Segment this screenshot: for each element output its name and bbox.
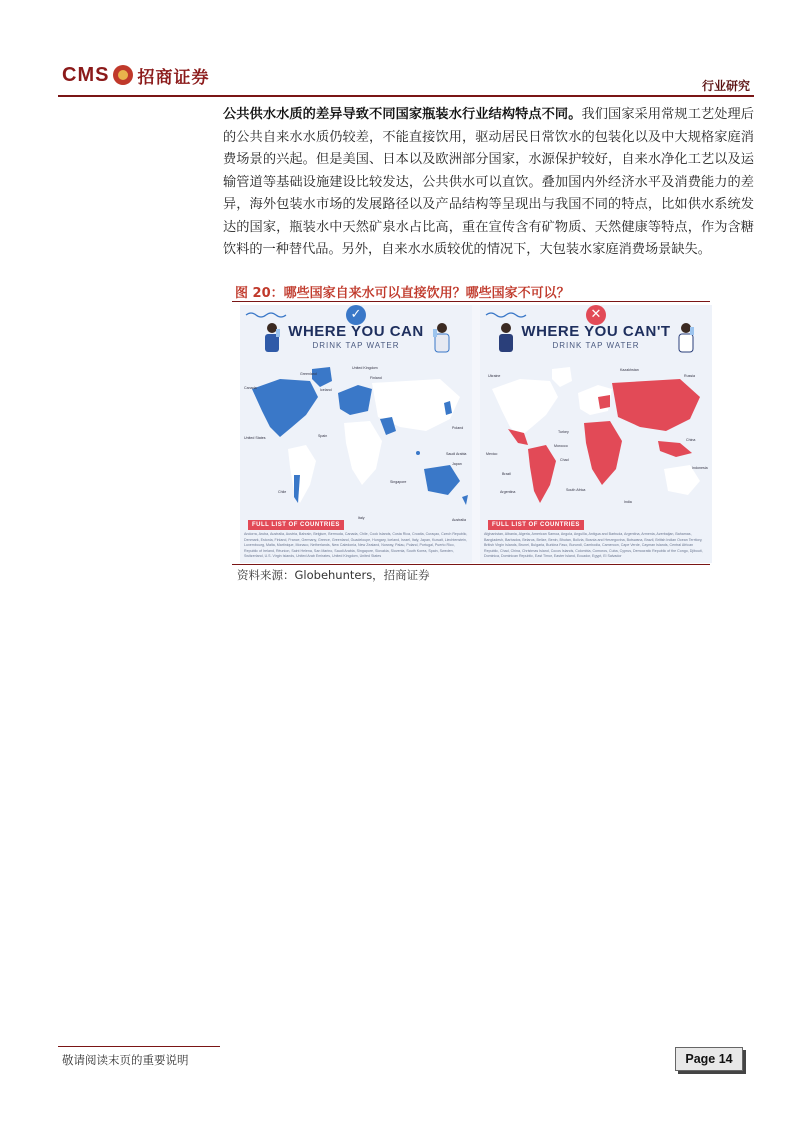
- map-country-label: United Kingdom: [352, 366, 378, 370]
- map-country-label: Canada: [244, 386, 257, 390]
- map-country-label: South Africa: [566, 488, 586, 492]
- cant-heading: WHERE YOU CAN'T: [521, 323, 671, 340]
- full-list-label: FULL LIST OF COUNTRIES: [248, 520, 344, 530]
- company-logo: [62, 60, 209, 90]
- map-country-label: Australia: [452, 518, 466, 522]
- check-icon: ✓: [346, 305, 366, 325]
- map-country-label: Spain: [318, 434, 328, 438]
- tap-water-infographic: [240, 305, 712, 563]
- map-country-label: Iceland: [320, 388, 332, 392]
- map-country-label: Turkey: [558, 430, 569, 434]
- map-country-label: India: [624, 500, 632, 504]
- footer-divider: [58, 1046, 220, 1047]
- map-country-label: Morocco: [554, 444, 568, 448]
- cant-subheading: DRINK TAP WATER: [552, 341, 640, 350]
- map-country-label: Indonesia: [692, 466, 708, 470]
- section-label: 行业研究: [701, 79, 750, 93]
- source-divider: [232, 564, 710, 565]
- header-divider: [58, 95, 754, 97]
- logo-mark-icon: [113, 65, 133, 85]
- logo-text-cn: 招商证券: [137, 67, 210, 88]
- map-country-label: Brazil: [502, 472, 511, 476]
- full-list-label: FULL LIST OF COUNTRIES: [488, 520, 584, 530]
- map-country-label: Italy: [358, 516, 365, 520]
- map-country-label: Russia: [684, 374, 695, 378]
- wave-decoration-icon: [486, 311, 526, 319]
- figure-source: 资料来源：Globehunters，招商证券: [237, 568, 430, 582]
- map-country-label: Argentina: [500, 490, 516, 494]
- map-country-label: Mexico: [486, 452, 498, 456]
- map-country-label: China: [686, 438, 696, 442]
- figure-title: 图 20：哪些国家自来水可以直接饮用？哪些国家不可以？: [235, 286, 570, 301]
- map-country-label: Ukraine: [488, 374, 501, 378]
- logo-text-en: CMS: [62, 63, 110, 86]
- cant-country-list: Afghanistan, Albania, Algeria, American Samoa, Angola, Anguilla, Antigua and Barbuda, Argentina, Armenia, Azerbaijan, Bahamas, Bangladesh, Barbados, Belarus, Belize, Benin, Bhutan, Bolivia, Bosnia and Herzegovina, Botswana, Brazil, British Indian Ocean Territory, British Virgin Islands, Brunei, Bulgaria, Burkina Faso, Burundi, Cambodia, Cameroon, Cape Verde, Cayman Islands, Central African Republic, Chad, China, Christmas Island, Cocos Islands, Colombia, Comoros, Cuba, Cyprus, Democratic Republic of the Congo, Djibouti, Dominica, Dominican Republic, East Timor, Easter Island, Ecuador, Egypt, El Salvador: [484, 532, 703, 558]
- wave-decoration-icon: [246, 311, 286, 319]
- footer-disclaimer: 敬请阅读末页的重要说明: [62, 1053, 189, 1067]
- can-heading: WHERE YOU CAN: [288, 323, 424, 340]
- cant-drink-world-map: [480, 357, 712, 513]
- figure-title-divider: [232, 301, 710, 302]
- map-country-label: Chad: [560, 458, 569, 462]
- map-country-label: Poland: [452, 426, 464, 430]
- can-drink-panel: [240, 305, 472, 563]
- can-subheading: DRINK TAP WATER: [312, 341, 400, 350]
- map-country-label: Kazakhstan: [620, 368, 639, 372]
- map-country-label: United States: [244, 436, 266, 440]
- map-country-label: Japan: [452, 462, 462, 466]
- cross-icon: ✕: [586, 305, 606, 325]
- can-country-list: Andorra, Aruba, Australia, Austria, Bahrain, Belgium, Bermuda, Canada, Chile, Cook Islands, Costa Rica, Croatia, Curaçao, Czech Republic, Denmark, Estonia, Finland, France, Germany, Greece, Greenland, Guadeloupe, Hungary, Iceland, Israel, Italy, Japan, Kuwait, Liechtenstein, Luxembourg, Malta, Martinique, Monaco, Netherlands, New Caledonia, New Zealand, Norway, Palau, Poland, Portugal, Puerto Rico, Republic of Ireland, Réunion, Saint Helena, San Marino, Saudi Arabia, Singapore, Slovakia, Slovenia, South Korea, Spain, Sweden, Switzerland, U.S. Virgin Islands, United Arab Emirates, United Kingdom, United States: [244, 532, 468, 558]
- body-paragraph: [223, 104, 754, 262]
- map-country-label: Finland: [370, 376, 382, 380]
- cant-drink-panel: [480, 305, 712, 563]
- paragraph-lead: 公共供水水质的差异导致不同国家瓶装水行业结构特点不同。: [223, 107, 582, 122]
- can-drink-world-map: [240, 357, 472, 522]
- page-number: Page 14: [675, 1047, 743, 1071]
- map-country-label: Greenland: [300, 372, 317, 376]
- map-country-label: Singapore: [390, 480, 407, 484]
- map-country-label: Chile: [278, 490, 287, 494]
- paragraph-body: 我们国家采用常规工艺处理后的公共自来水水质仍较差，不能直接饮用，驱动居民日常饮水的包装化以及中大规格家庭消费场景的兴起。但是美国、日本以及欧洲部分国家，水源保护较好，自来水净化工艺以及运输管道等基础设施建设比较发达，公共供水可以直饮。叠加国内外经济水平及消费能力的差异，海外包装水市场的发展路径以及产品结构等呈现出与我国不同的特点，比如供水系统发达的国家，瓶装水中天然矿泉水占比高，重在宣传含有矿物质、天然健康等特点，作为含糖饮料的一种替代品。另外，自来水水质较优的情况下，大包装水家庭消费场景缺失。: [223, 107, 754, 257]
- map-country-label: Saudi Arabia: [446, 452, 467, 456]
